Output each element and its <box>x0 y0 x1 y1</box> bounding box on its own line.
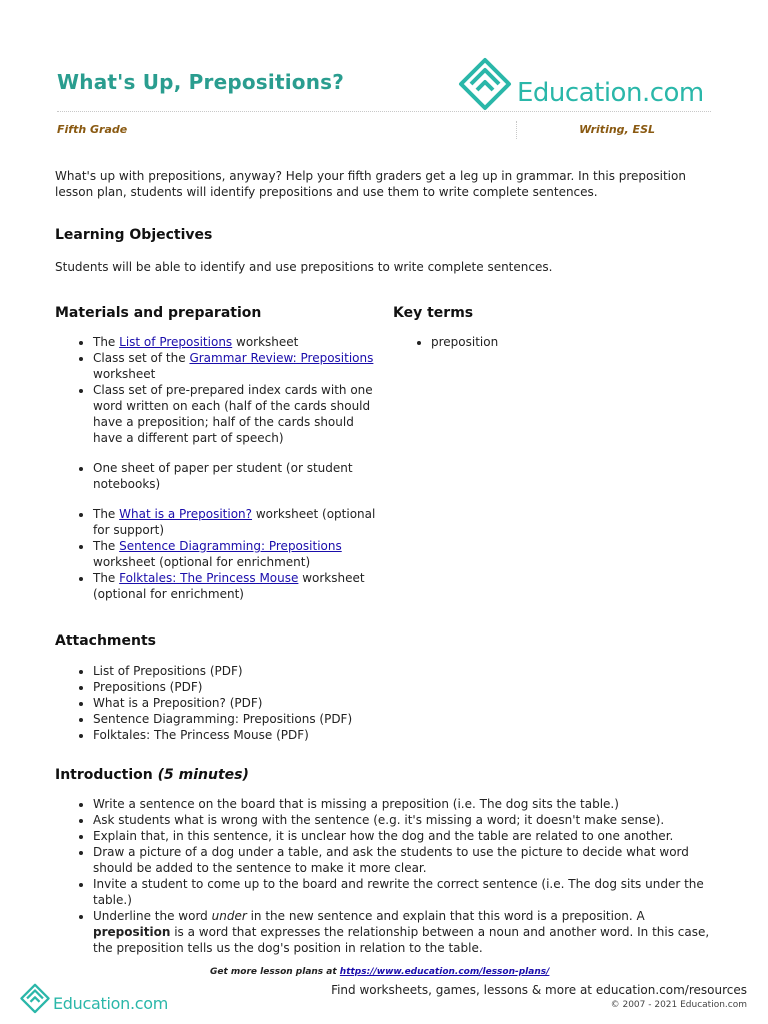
introduction-title: Introduction <box>55 767 153 783</box>
lesson-plans-link[interactable]: https://www.education.com/lesson-plans/ <box>339 967 550 977</box>
attachments-heading: Attachments <box>55 633 157 649</box>
footer-cta: Get more lesson plans at https://www.education.com/lesson-plans/ <box>210 967 550 977</box>
materials-list-wrapper <box>55 334 385 602</box>
list-item: • Write a sentence on the board that is missing a preposition (i.e. The dog sits the table.) <box>93 796 720 812</box>
education-logo-icon <box>18 982 52 1016</box>
header-divider <box>57 111 711 112</box>
footer-brand-name: Education.com <box>53 994 169 1013</box>
list-of-prepositions-link[interactable]: List of Prepositions <box>119 335 233 349</box>
key-terms-wrapper <box>393 334 693 350</box>
attachment-item[interactable]: • Sentence Diagramming: Prepositions (PDF) <box>93 711 455 727</box>
list-item: • The What is a Preposition? worksheet (optional for support) <box>93 506 385 538</box>
key-terms-heading: Key terms <box>393 305 474 321</box>
footer-copyright: © 2007 - 2021 Education.com <box>610 1000 747 1010</box>
list-item: • Explain that, in this sentence, it is unclear how the dog and the table are related to one another. <box>93 828 720 844</box>
folktales-link[interactable]: Folktales: The Princess Mouse <box>119 571 299 585</box>
learning-objectives-text: Students will be able to identify and use prepositions to write complete sentences. <box>55 260 553 274</box>
page-title: What's Up, Prepositions? <box>57 70 345 94</box>
list-item: • The Sentence Diagramming: Prepositions worksheet (optional for enrichment) <box>93 538 385 570</box>
list-item: • The List of Prepositions worksheet <box>93 334 385 350</box>
footer-resources-text: Find worksheets, games, lessons & more at education.com/resources <box>331 983 747 997</box>
introduction-heading <box>55 767 249 783</box>
introduction-wrapper <box>55 796 720 956</box>
meta-separator <box>516 121 517 139</box>
attachment-item[interactable]: • What is a Preposition? (PDF) <box>93 695 455 711</box>
materials-list <box>55 334 385 602</box>
key-terms-list <box>393 334 693 350</box>
list-item: • preposition <box>431 334 693 350</box>
list-item: • One sheet of paper per student (or student notebooks) <box>93 460 385 492</box>
intro-paragraph: What's up with prepositions, anyway? Help your fifth graders get a leg up in grammar. In this preposition lesson plan, students will identify prepositions and use them to write complete sentences. <box>55 169 686 199</box>
list-item: • Invite a student to come up to the board and rewrite the correct sentence (i.e. The dog sits under the table.) <box>93 876 720 908</box>
list-item: • Draw a picture of a dog under a table, and ask the students to use the picture to decide what word should be added to the sentence to make it more clear. <box>93 844 720 876</box>
materials-heading: Materials and preparation <box>55 305 262 321</box>
list-item: • Class set of the Grammar Review: Prepositions worksheet <box>93 350 385 382</box>
education-logo[interactable] <box>455 56 715 114</box>
subject-label: Writing, ESL <box>579 123 655 136</box>
attachment-item[interactable]: • Folktales: The Princess Mouse (PDF) <box>93 727 455 743</box>
list-item: • Ask students what is wrong with the sentence (e.g. it's missing a word; it doesn't make sense). <box>93 812 720 828</box>
footer-logo[interactable] <box>18 982 178 1016</box>
list-item: • The Folktales: The Princess Mouse worksheet (optional for enrichment) <box>93 570 385 602</box>
brand-name: Education.com <box>517 78 704 108</box>
grammar-review-link[interactable]: Grammar Review: Prepositions <box>189 351 374 365</box>
learning-objectives-heading: Learning Objectives <box>55 227 213 243</box>
grade-label: Fifth Grade <box>57 123 128 136</box>
introduction-duration: (5 minutes) <box>157 767 249 783</box>
what-is-a-preposition-link[interactable]: What is a Preposition? <box>119 507 253 521</box>
attachments-wrapper <box>55 663 455 743</box>
attachment-item[interactable]: • Prepositions (PDF) <box>93 679 455 695</box>
sentence-diagramming-link[interactable]: Sentence Diagramming: Prepositions <box>119 539 342 553</box>
list-item: • Underline the word under in the new sentence and explain that this word is a preposition. A preposition is a word that expresses the relationship between a noun and another word. In this case, the preposition tells us the dog's position in relation to the table. <box>93 908 720 956</box>
list-item: • Class set of pre-prepared index cards with one word written on each (half of the cards should have a preposition; half of the cards should have a different part of speech) <box>93 382 385 446</box>
attachment-item[interactable]: • List of Prepositions (PDF) <box>93 663 455 679</box>
education-logo-icon <box>455 56 515 114</box>
introduction-list <box>55 796 720 956</box>
attachments-list <box>55 663 455 743</box>
